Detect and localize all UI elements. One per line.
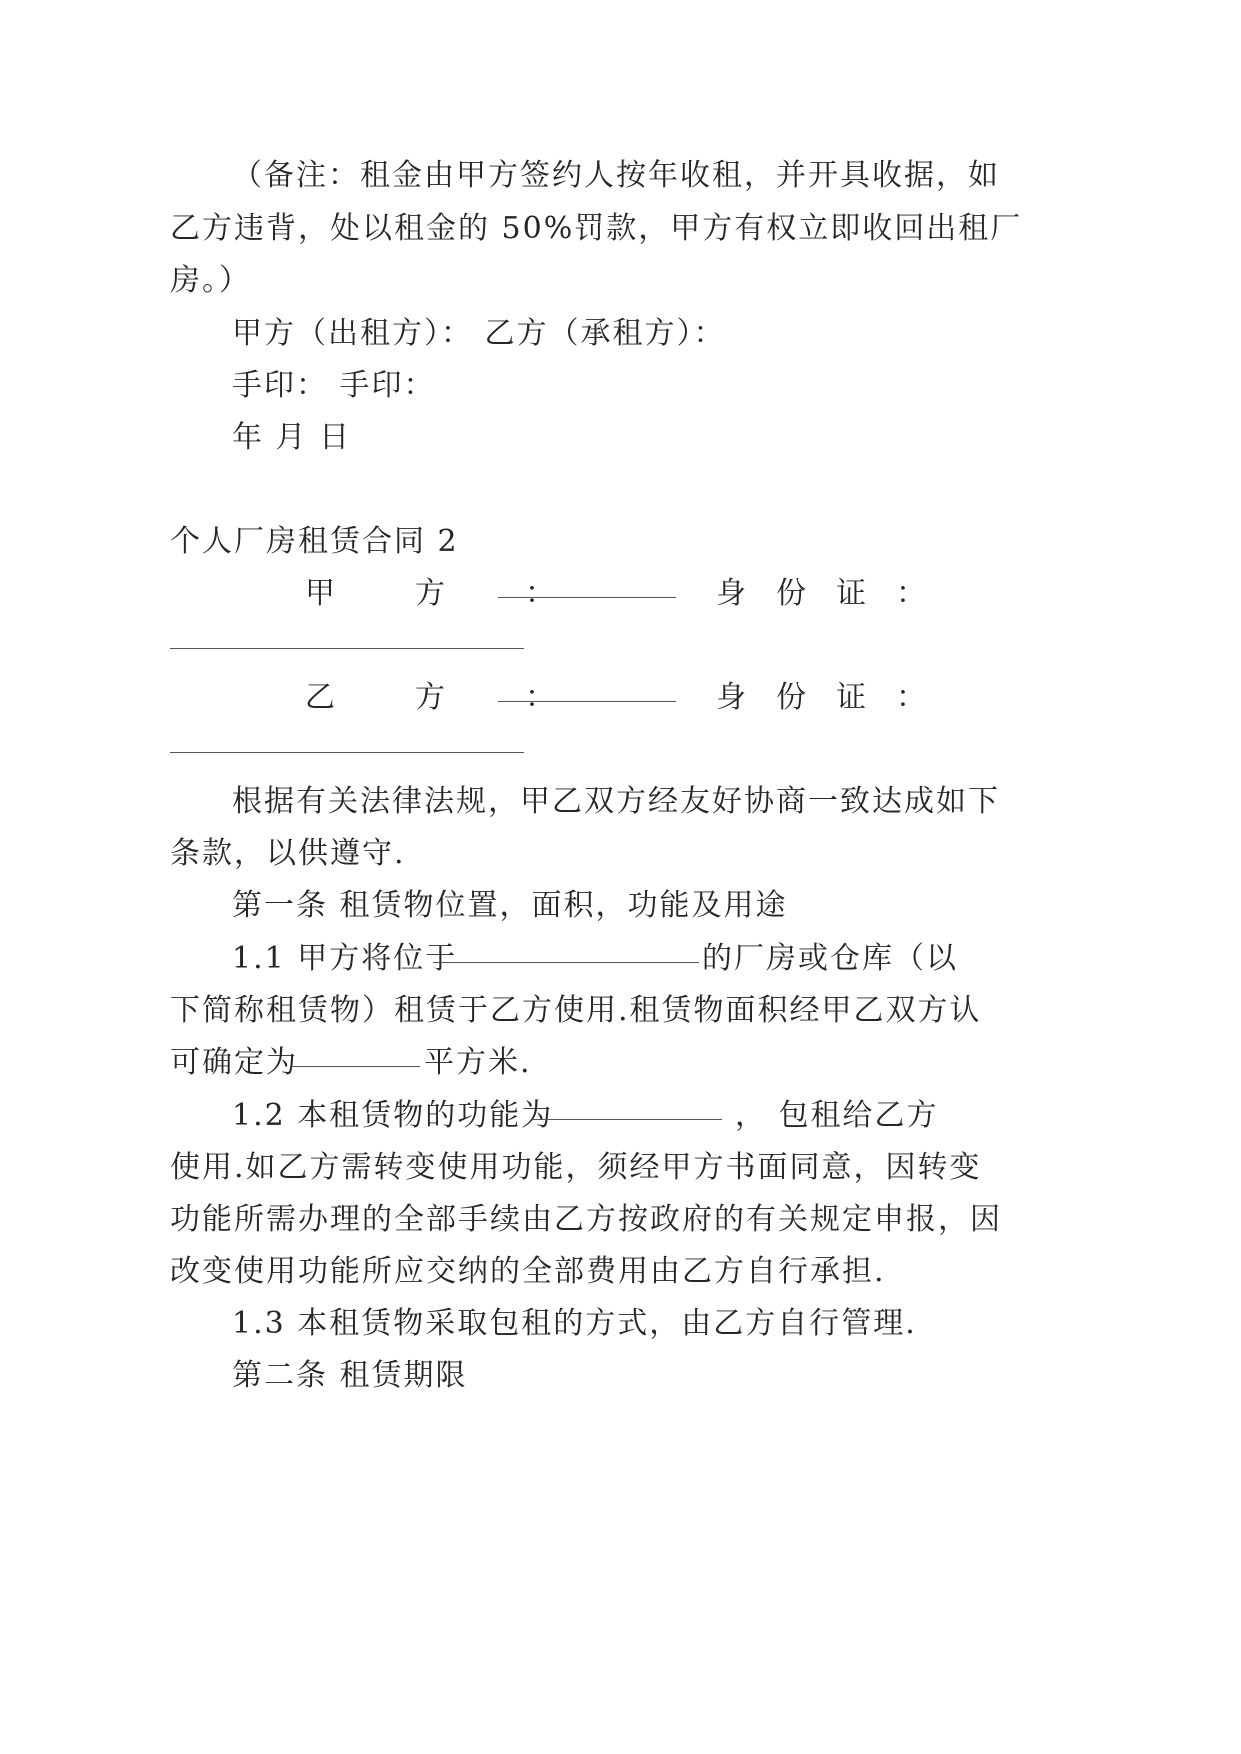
party-a-char: 身 — [716, 576, 746, 611]
clause-1-1-line-3-start: 可确定为 — [170, 1045, 298, 1080]
party-a-id-label — [716, 568, 926, 612]
party-b-char: ： — [525, 680, 555, 715]
party-b-char: ： — [896, 680, 926, 715]
party-b-char: 份 — [776, 680, 806, 715]
party-a-char: 甲 — [305, 576, 335, 611]
party-b-name-blank[interactable] — [498, 701, 676, 702]
party-b-char: 证 — [836, 680, 866, 715]
intro-line-1: 根据有关法律法规，甲乙双方经友好协商一致达成如下 — [232, 784, 1000, 819]
clause-1-2-line-3: 功能所需办理的全部手续由乙方按政府的有关规定申报，因 — [170, 1202, 1002, 1237]
party-a-char: 证 — [836, 576, 866, 611]
party-a-name-blank[interactable] — [498, 597, 676, 598]
clause-1-2-end: ， 包租给乙方 — [735, 1098, 939, 1133]
clause-1-3: 1.3 本租赁物采取包租的方式，由乙方自行管理. — [232, 1306, 917, 1341]
party-a-char: 份 — [776, 576, 806, 611]
signature-seals: 手印： 手印： — [232, 368, 436, 403]
party-a-char: 方 — [415, 576, 445, 611]
party-b-id-blank[interactable] — [170, 752, 524, 753]
party-a-char: ： — [896, 576, 926, 611]
intro-line-2: 条款，以供遵守. — [170, 836, 406, 871]
remark-line-3: 房。） — [170, 263, 251, 298]
function-blank[interactable] — [532, 1119, 722, 1120]
clause-1-2-line-2: 使用.如乙方需转变使用功能，须经甲方书面同意，因转变 — [170, 1150, 982, 1185]
party-b-char: 乙 — [305, 680, 335, 715]
party-b-id-label — [716, 672, 926, 716]
party-b-char: 方 — [415, 680, 445, 715]
signature-date: 年 月 日 — [232, 420, 352, 455]
party-a-label — [305, 568, 555, 612]
article-1-heading: 第一条 租赁物位置，面积，功能及用途 — [232, 888, 788, 923]
clause-1-1-line-3-end: 平方米. — [424, 1045, 532, 1080]
clause-1-2-line-4: 改变使用功能所应交纳的全部费用由乙方自行承担. — [170, 1254, 886, 1289]
clause-1-1-end: 的厂房或仓库（以 — [702, 941, 958, 976]
party-a-id-blank[interactable] — [170, 648, 524, 649]
remark-line-2: 乙方违背，处以租金的 50%罚款，甲方有权立即收回出租厂 — [170, 211, 1023, 246]
area-blank[interactable] — [290, 1066, 420, 1067]
signature-parties: 甲方（出租方）： 乙方（承租方）： — [232, 316, 726, 351]
location-blank[interactable] — [433, 962, 699, 963]
party-b-char: 身 — [716, 680, 746, 715]
party-b-label — [305, 672, 555, 716]
contract-title: 个人厂房租赁合同 2 — [170, 524, 459, 559]
clause-1-1-start: 1.1 甲方将位于 — [232, 941, 458, 976]
article-2-heading: 第二条 租赁期限 — [232, 1358, 468, 1393]
clause-1-1-line-2: 下简称租赁物）租赁于乙方使用.租赁物面积经甲乙双方认 — [170, 993, 982, 1028]
clause-1-2-start: 1.2 本租赁物的功能为 — [232, 1098, 554, 1133]
party-a-char: ： — [525, 576, 555, 611]
remark-line-1: （备注：租金由甲方签约人按年收租，并开具收据，如 — [232, 158, 1000, 193]
